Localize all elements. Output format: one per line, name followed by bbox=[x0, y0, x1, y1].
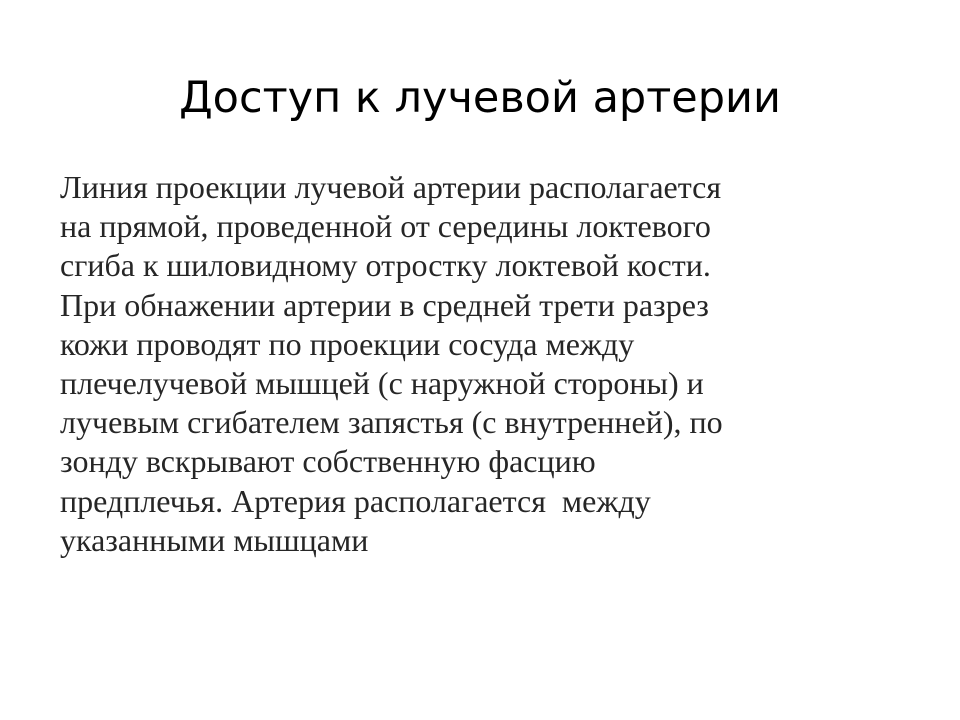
body-line: Линия проекции лучевой артерии располагается bbox=[60, 169, 722, 205]
body-line: на прямой, проведенной от середины локтевого bbox=[60, 208, 711, 245]
body-line: плечелучевой мышцей (с наружной стороны) и bbox=[60, 365, 704, 402]
body-line: указанными мышцами bbox=[60, 521, 369, 558]
body-line: сгиба к шиловидному отростку локтевой кости. bbox=[60, 247, 711, 284]
body-line: предплечья. Артерия располагается между bbox=[60, 482, 651, 519]
slide-title: Доступ к лучевой артерии bbox=[179, 73, 781, 123]
body-line: лучевым сгибателем запястья (с внутренней), по bbox=[60, 404, 723, 441]
slide-body-text bbox=[60, 168, 910, 560]
body-line: зонду вскрывают собственную фасцию bbox=[60, 443, 596, 480]
body-line: При обнажении артерии в средней трети разрез bbox=[60, 286, 709, 323]
body-line: кожи проводят по проекции сосуда между bbox=[60, 325, 635, 362]
